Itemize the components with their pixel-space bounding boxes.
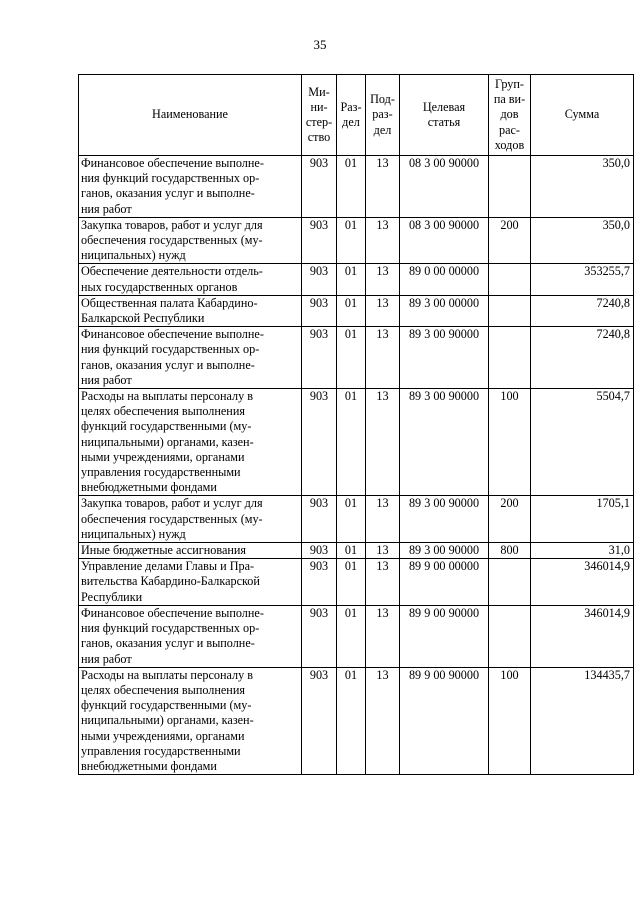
cell-name: Финансовое обеспечение выполне- ния функций государственных ор- ганов, оказания услуг и выполне- ния работ xyxy=(79,327,302,389)
cell-sum: 350,0 xyxy=(531,217,634,264)
cell-section: 01 xyxy=(337,667,366,774)
cell-sum: 1705,1 xyxy=(531,496,634,543)
cell-name: Расходы на выплаты персоналу в целях обеспечения выполнения функций государственными (му- ниципальными) органами, казен- ными учреждениями, органами управления государственными внебюджетными фондами xyxy=(79,667,302,774)
cell-target: 08 3 00 90000 xyxy=(400,156,489,218)
table-row xyxy=(79,217,634,264)
cell-name: Иные бюджетные ассигнования xyxy=(79,543,302,559)
cell-ministry: 903 xyxy=(302,496,337,543)
cell-section: 01 xyxy=(337,295,366,326)
cell-name: Закупка товаров, работ и услуг для обеспечения государственных (му- ниципальных) нужд xyxy=(79,217,302,264)
table-row xyxy=(79,543,634,559)
cell-sum: 7240,8 xyxy=(531,327,634,389)
cell-ministry: 903 xyxy=(302,217,337,264)
cell-group: 100 xyxy=(489,667,531,774)
cell-group xyxy=(489,295,531,326)
cell-sum: 353255,7 xyxy=(531,264,634,295)
cell-target: 89 9 00 90000 xyxy=(400,605,489,667)
cell-ministry: 903 xyxy=(302,327,337,389)
cell-ministry: 903 xyxy=(302,156,337,218)
cell-subsection: 13 xyxy=(366,559,400,606)
cell-subsection: 13 xyxy=(366,327,400,389)
cell-section: 01 xyxy=(337,543,366,559)
cell-name: Обеспечение деятельности отдель- ных государственных органов xyxy=(79,264,302,295)
cell-group xyxy=(489,559,531,606)
cell-group xyxy=(489,605,531,667)
header-ministry: Ми- ни- стер- ство xyxy=(302,75,337,156)
cell-name: Управление делами Главы и Пра- вительства Кабардино-Балкарской Республики xyxy=(79,559,302,606)
cell-group xyxy=(489,264,531,295)
table-body xyxy=(79,156,634,775)
cell-ministry: 903 xyxy=(302,667,337,774)
cell-name: Расходы на выплаты персоналу в целях обеспечения выполнения функций государственными (му- ниципальными) органами, казен- ными учреждениями, органами управления государственными внебюджетными фондами xyxy=(79,389,302,496)
cell-ministry: 903 xyxy=(302,543,337,559)
cell-section: 01 xyxy=(337,559,366,606)
header-name: Наименование xyxy=(79,75,302,156)
table-row xyxy=(79,327,634,389)
cell-subsection: 13 xyxy=(366,264,400,295)
cell-target: 89 9 00 90000 xyxy=(400,667,489,774)
cell-section: 01 xyxy=(337,264,366,295)
table-row xyxy=(79,156,634,218)
cell-subsection: 13 xyxy=(366,667,400,774)
cell-section: 01 xyxy=(337,156,366,218)
budget-table xyxy=(78,74,634,775)
cell-group xyxy=(489,156,531,218)
cell-target: 89 3 00 90000 xyxy=(400,389,489,496)
header-subsection: Под- раз- дел xyxy=(366,75,400,156)
cell-subsection: 13 xyxy=(366,217,400,264)
cell-subsection: 13 xyxy=(366,605,400,667)
header-target: Целевая статья xyxy=(400,75,489,156)
cell-subsection: 13 xyxy=(366,389,400,496)
header-sum: Сумма xyxy=(531,75,634,156)
cell-sum: 350,0 xyxy=(531,156,634,218)
cell-subsection: 13 xyxy=(366,496,400,543)
cell-name: Финансовое обеспечение выполне- ния функций государственных ор- ганов, оказания услуг и выполне- ния работ xyxy=(79,605,302,667)
cell-subsection: 13 xyxy=(366,156,400,218)
cell-target: 89 3 00 00000 xyxy=(400,295,489,326)
cell-ministry: 903 xyxy=(302,264,337,295)
cell-sum: 134435,7 xyxy=(531,667,634,774)
cell-section: 01 xyxy=(337,496,366,543)
table-row xyxy=(79,605,634,667)
cell-sum: 346014,9 xyxy=(531,605,634,667)
cell-group: 100 xyxy=(489,389,531,496)
cell-sum: 346014,9 xyxy=(531,559,634,606)
cell-ministry: 903 xyxy=(302,295,337,326)
table-row xyxy=(79,264,634,295)
header-group: Груп- па ви- дов рас- ходов xyxy=(489,75,531,156)
cell-target: 08 3 00 90000 xyxy=(400,217,489,264)
cell-ministry: 903 xyxy=(302,605,337,667)
cell-name: Финансовое обеспечение выполне- ния функций государственных ор- ганов, оказания услуг и выполне- ния работ xyxy=(79,156,302,218)
table-row xyxy=(79,496,634,543)
cell-group xyxy=(489,327,531,389)
cell-group: 200 xyxy=(489,217,531,264)
cell-ministry: 903 xyxy=(302,559,337,606)
table-row xyxy=(79,667,634,774)
cell-name: Закупка товаров, работ и услуг для обеспечения государственных (му- ниципальных) нужд xyxy=(79,496,302,543)
header-section: Раз- дел xyxy=(337,75,366,156)
cell-sum: 5504,7 xyxy=(531,389,634,496)
page-number: 35 xyxy=(313,37,327,52)
cell-section: 01 xyxy=(337,217,366,264)
cell-target: 89 3 00 90000 xyxy=(400,496,489,543)
cell-target: 89 3 00 90000 xyxy=(400,327,489,389)
table-row xyxy=(79,559,634,606)
cell-sum: 7240,8 xyxy=(531,295,634,326)
cell-sum: 31,0 xyxy=(531,543,634,559)
cell-ministry: 903 xyxy=(302,389,337,496)
header-row xyxy=(79,75,634,156)
table-row xyxy=(79,295,634,326)
cell-subsection: 13 xyxy=(366,543,400,559)
cell-target: 89 9 00 00000 xyxy=(400,559,489,606)
cell-section: 01 xyxy=(337,605,366,667)
cell-name: Общественная палата Кабардино- Балкарской Республики xyxy=(79,295,302,326)
cell-subsection: 13 xyxy=(366,295,400,326)
cell-target: 89 0 00 00000 xyxy=(400,264,489,295)
cell-group: 200 xyxy=(489,496,531,543)
cell-target: 89 3 00 90000 xyxy=(400,543,489,559)
cell-section: 01 xyxy=(337,327,366,389)
cell-group: 800 xyxy=(489,543,531,559)
cell-section: 01 xyxy=(337,389,366,496)
table-row xyxy=(79,389,634,496)
